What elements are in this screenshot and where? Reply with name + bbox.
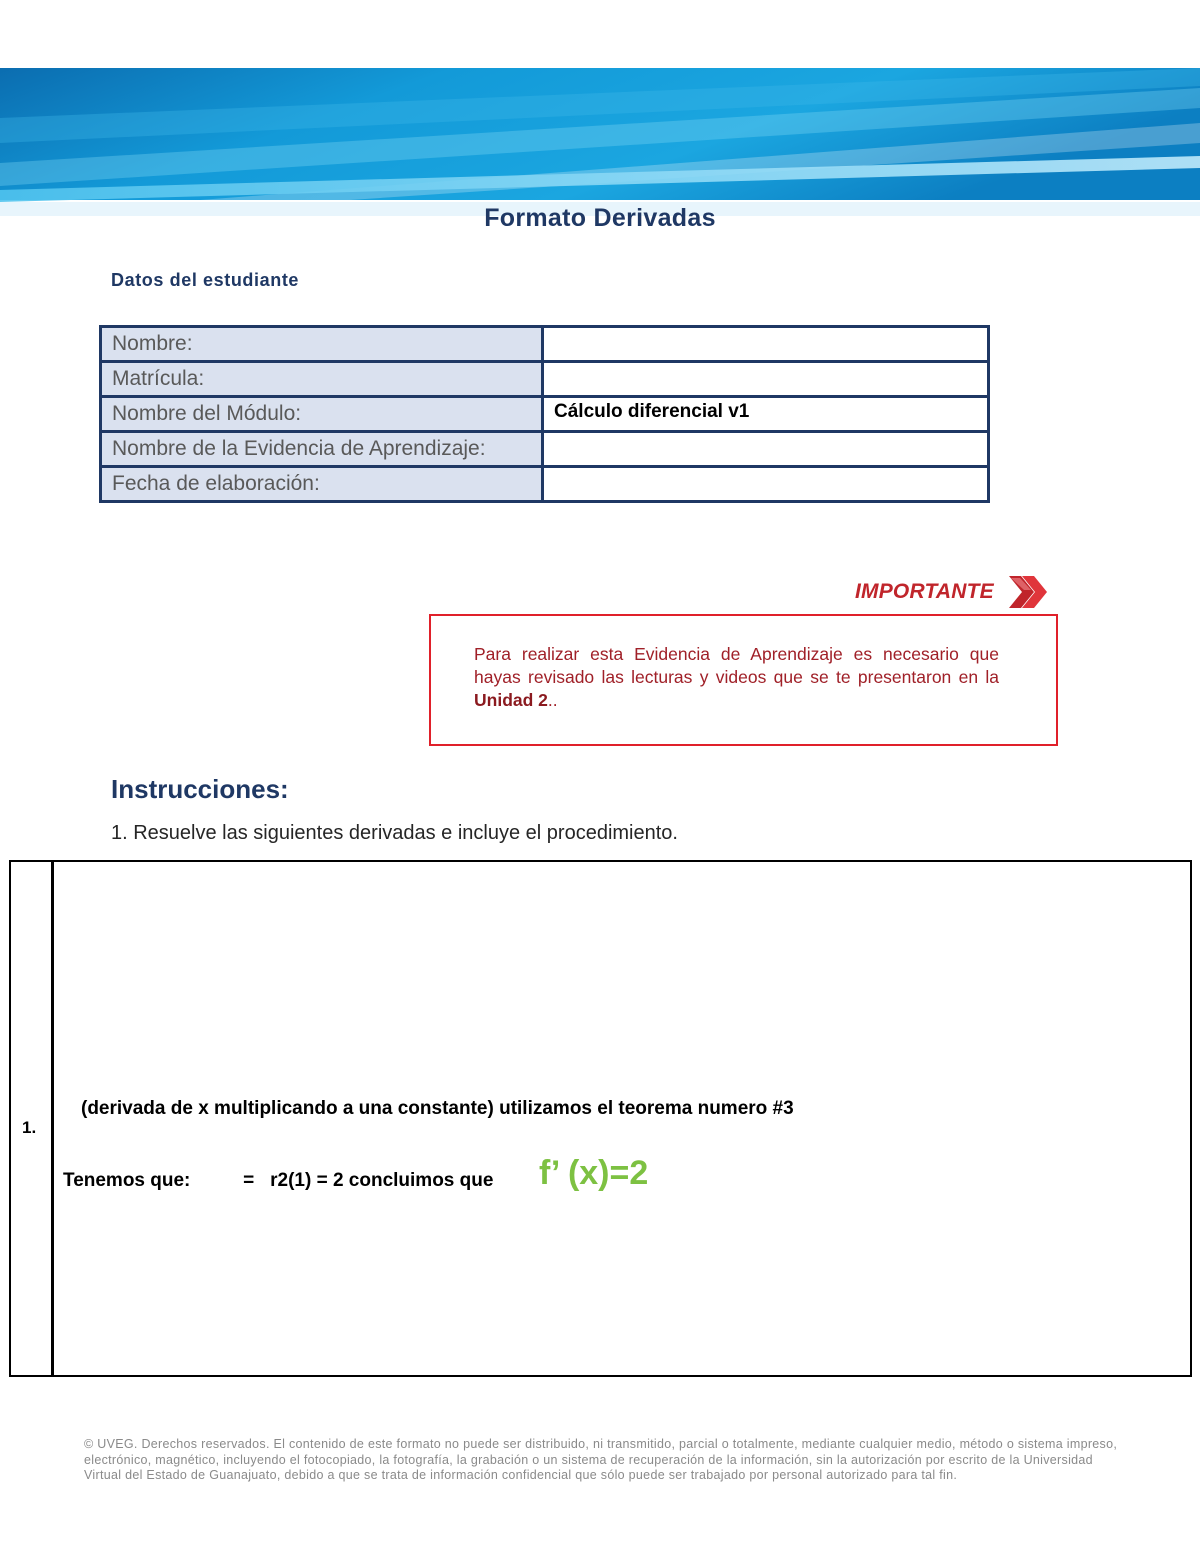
exercise-result: f’ (x)=2 xyxy=(539,1154,649,1192)
evidence-label: Nombre de la Evidencia de Aprendizaje: xyxy=(101,432,543,467)
exercise-number: 1. xyxy=(22,1118,37,1137)
student-section-heading: Datos del estudiante xyxy=(111,270,300,290)
double-chevron-right-icon xyxy=(1006,572,1050,617)
instructions-title: Instrucciones: xyxy=(111,774,289,804)
name-label: Nombre: xyxy=(101,327,543,362)
important-label: IMPORTANTE xyxy=(855,580,994,603)
table-row xyxy=(101,327,989,362)
date-field[interactable] xyxy=(543,467,989,502)
instructions-text: 1. Resuelve las siguientes derivadas e incluye el procedimiento. xyxy=(111,822,678,844)
module-label: Nombre del Módulo: xyxy=(101,397,543,432)
table-row xyxy=(101,467,989,502)
enrollment-field[interactable] xyxy=(543,362,989,397)
exercise-box xyxy=(9,860,1192,1377)
page-title: Formato Derivadas xyxy=(484,204,716,232)
exercise-number-column xyxy=(11,862,54,1375)
header-banner xyxy=(0,68,1200,216)
exercise-work: Tenemos que: = r2(1) = 2 concluimos que xyxy=(63,1170,494,1191)
evidence-field[interactable] xyxy=(543,432,989,467)
exercise-explanation: (derivada de x multiplicando a una constante) utilizamos el teorema numero #3 xyxy=(81,1098,794,1119)
important-notice-box xyxy=(429,614,1058,746)
date-label: Fecha de elaboración: xyxy=(101,467,543,502)
unit-highlight: Unidad 2 xyxy=(474,690,548,710)
table-row xyxy=(101,397,989,432)
enrollment-label: Matrícula: xyxy=(101,362,543,397)
copyright-footer: © UVEG. Derechos reservados. El contenido de este formato no puede ser distribuido, ni transmitido, parcial o totalmente, mediante cualquier medio, método o sistema impreso, electrónico, magnético, incluyendo el fotocopiado, la fotografía, la grabación o un sistema de recuperación de la información, sin la autorización por escrito de la Universidad Virtual del Estado de Guanajuato, debido a que se trata de información confidencial que sólo puede ser trabajado por personal autorizado para tal fin. xyxy=(84,1437,1118,1482)
important-notice-text: Para realizar esta Evidencia de Aprendizaje es necesario que hayas revisado las lecturas y videos que se te presentaron en la Unidad 2.. xyxy=(474,644,999,710)
student-data-table xyxy=(99,325,990,503)
banner-graphic xyxy=(0,68,1200,216)
module-field[interactable]: Cálculo diferencial v1 xyxy=(543,397,989,432)
table-row xyxy=(101,362,989,397)
table-row xyxy=(101,432,989,467)
name-field[interactable] xyxy=(543,327,989,362)
